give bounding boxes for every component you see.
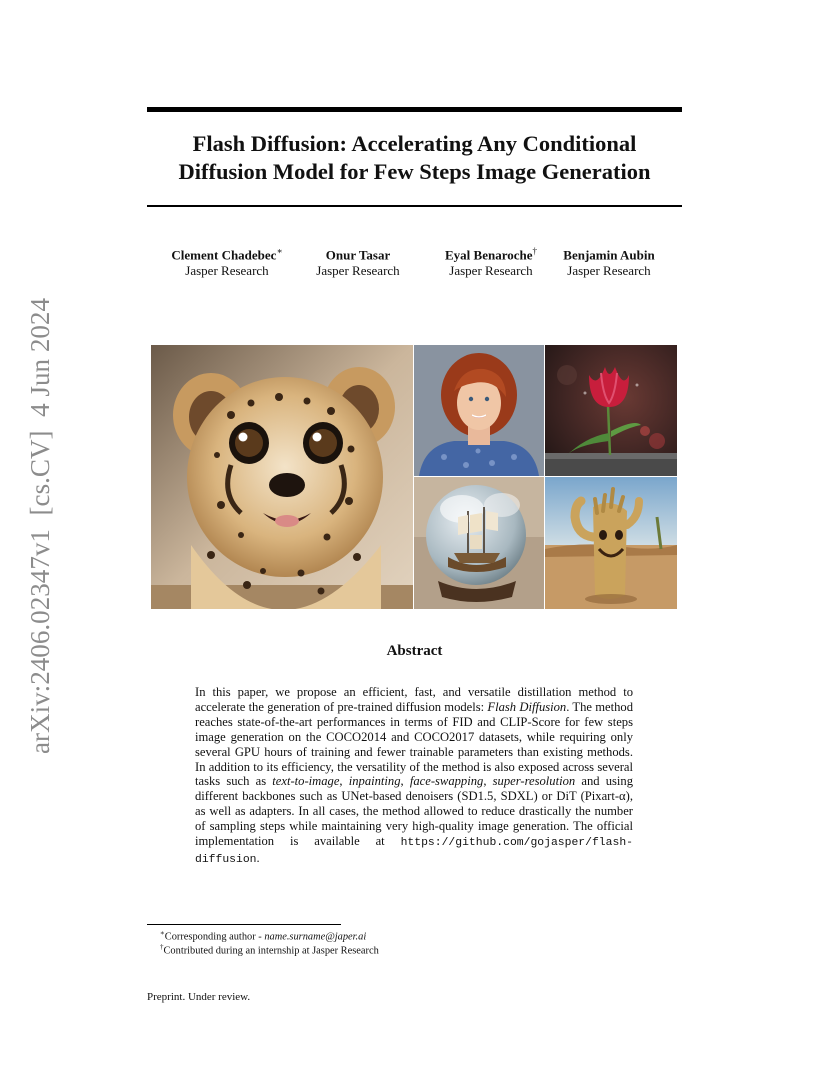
footnote-rule bbox=[147, 924, 341, 925]
title-line-2: Diffusion Model for Few Steps Image Generation bbox=[178, 159, 651, 184]
arxiv-stamp-text: arXiv:2406.02347v1 [cs.CV] 4 Jun 2024 bbox=[25, 299, 55, 754]
author-block bbox=[427, 243, 555, 279]
author-affiliation: Jasper Research bbox=[567, 263, 651, 279]
author-name: Eyal Benaroche† bbox=[444, 246, 537, 263]
title-bottom-rule bbox=[147, 205, 682, 207]
title-line-1: Flash Diffusion: Accelerating Any Conditional bbox=[192, 131, 637, 156]
red-haired-woman-image bbox=[414, 345, 544, 476]
code-repository-link[interactable]: https://github.com/gojasper/flash-diffusion bbox=[195, 837, 633, 866]
preprint-note: Preprint. Under review. bbox=[147, 991, 251, 1003]
author-email: name.surname@japer.ai bbox=[264, 931, 367, 943]
teaser-figure bbox=[151, 345, 677, 609]
author-name: Clement Chadebec∗ bbox=[171, 246, 283, 263]
author-block bbox=[549, 243, 669, 279]
author-name: Benjamin Aubin bbox=[563, 247, 655, 263]
footnote-corresponding-author: ∗Corresponding author - name.surname@japer.ai bbox=[160, 929, 367, 943]
ship-in-snow-globe-image bbox=[414, 477, 544, 609]
author-list bbox=[147, 243, 682, 279]
author-block bbox=[167, 243, 287, 279]
red-tulip-image bbox=[545, 345, 677, 476]
author-name: Onur Tasar bbox=[325, 247, 391, 263]
cactus-character-image bbox=[545, 477, 677, 609]
title-top-rule bbox=[147, 107, 682, 112]
cheetah-cub-image bbox=[151, 345, 413, 609]
author-affiliation: Jasper Research bbox=[185, 263, 269, 279]
footnote-internship: †Contributed during an internship at Jasper Research bbox=[160, 943, 379, 957]
author-block bbox=[299, 243, 417, 279]
abstract-heading: Abstract bbox=[386, 643, 443, 659]
abstract-body: In this paper, we propose an efficient, fast, and versatile distillation method to accelerate the generation of pre-trained diffusion models: Flash Diffusion. The method reaches state-of-the-art performances in terms of FID and CLIP-Score for few steps image generation on the COCO2014 and COCO2017 datasets, while requiring only several GPU hours of training and fewer trainable parameters than existing methods. In addition to its efficiency, the versatility of the method is also exposed across several tasks such as text-to-image, inpainting, face-swapping, super-resolution and using different backbones such as UNet-based denoisers (SD1.5, SDXL) or DiT (Pixart-α), as well as adapters. In all cases, the method allowed to reduce drastically the number of sampling steps while maintaining very high-quality image generation. The official implementation is available at https://github.com/gojasper/flash-diffusion. bbox=[195, 685, 634, 866]
author-affiliation: Jasper Research bbox=[316, 263, 400, 279]
arxiv-stamp bbox=[14, 296, 62, 756]
paper-title bbox=[147, 130, 682, 186]
author-affiliation: Jasper Research bbox=[449, 263, 533, 279]
